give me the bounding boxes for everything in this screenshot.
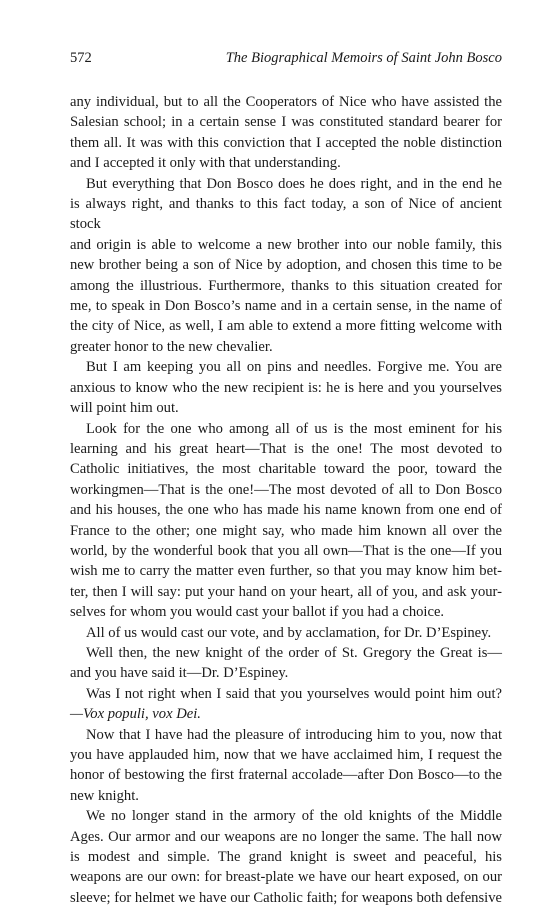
- text-line: selves for whom you would cast your ballot if you had a choice.: [70, 604, 445, 621]
- text-line: greater honor to the new chevalier.: [70, 338, 273, 355]
- text-line: the city of Nice, as well, I am able to extend a more fitting welcome with: [70, 318, 502, 335]
- text-line: But I am keeping you all on pins and needles. Forgive me. You are: [86, 359, 502, 376]
- paragraph: [70, 806, 502, 908]
- text-line: any individual, but to all the Cooperators of Nice who have assisted the: [70, 94, 502, 110]
- text-line: among the illustrious. Furthermore, thanks to this situation created for: [70, 277, 502, 294]
- paragraph: [70, 419, 502, 623]
- paragraph: [70, 92, 502, 174]
- text-line: Was I not right when I said that you yourselves would point him out?: [86, 685, 502, 702]
- text-line: and you have said it—Dr. D’Espiney.: [70, 665, 289, 682]
- text-line: me, to speak in Don Bosco’s name and in a certain sense, in the name of: [70, 298, 502, 315]
- text-line: you have applauded him, now that we have acclaimed him, I request the: [70, 747, 502, 763]
- text-line: Catholic initiatives, the most charitable toward the poor, toward the: [70, 461, 502, 478]
- text-line: is always right, and thanks to this fact today, a son of Nice of ancient stock: [70, 196, 502, 233]
- text-line: Now that I have had the pleasure of introducing him to you, now that: [86, 726, 502, 743]
- text-line: will point him out.: [70, 400, 179, 417]
- text-line: them all. It was with this conviction that I accepted the noble distinction: [70, 134, 502, 151]
- paragraph: [70, 684, 502, 725]
- text-line: world, by the wonderful book that you all own—That is the one—If you: [70, 542, 502, 559]
- text-line: Ages. Our armor and our weapons are no longer the same. The hall now: [70, 828, 502, 845]
- body-text: [70, 92, 502, 908]
- text-line: new knight.: [70, 787, 139, 804]
- text-line: We no longer stand in the armory of the old knights of the Middle: [86, 808, 502, 825]
- page-number: 572: [70, 50, 92, 66]
- paragraph: [70, 623, 502, 643]
- text-line: France to the other; one might say, who made him known all over the: [70, 522, 502, 539]
- text-line: is modest and simple. The grand knight is sweet and peaceful, his: [70, 849, 502, 866]
- text-line-latin-quote: —Vox populi, vox Dei.: [70, 706, 201, 723]
- text-line: All of us would cast our vote, and by acclamation, for Dr. D’Espiney.: [86, 624, 492, 641]
- paragraph: [70, 725, 502, 807]
- page-header: [70, 50, 502, 70]
- text-line: anxious to know who the new recipient is: he is here and you yourselves: [70, 379, 502, 396]
- text-line: Look for the one who among all of us is the most eminent for his: [86, 420, 502, 437]
- running-title: The Biographical Memoirs of Saint John Bosco: [225, 50, 502, 66]
- text-line: But everything that Don Bosco does he does right, and in the end he: [86, 175, 502, 192]
- text-line: and origin is able to welcome a new brother into our noble family, this: [70, 236, 502, 253]
- text-line: Salesian school; in a certain sense I was constituted standard bearer for: [70, 114, 502, 131]
- text-line: Well then, the new knight of the order of St. Gregory the Great is—: [86, 644, 502, 661]
- text-line: new brother being a son of Nice by adoption, and chosen this time to be: [70, 257, 502, 274]
- text-line: learning and his great heart—That is the one! The most devoted to: [70, 440, 502, 457]
- paragraph: [70, 174, 502, 358]
- text-line: and I accepted it only with that understanding.: [70, 155, 341, 172]
- text-line: wish me to carry the matter even further, so that you may know him bet-: [70, 563, 502, 580]
- text-line: ter, then I will say: put your hand on your heart, all of you, and ask your-: [70, 583, 502, 600]
- text-line: and his houses, the one who has made his name known from one end of: [70, 502, 502, 519]
- text-line: honor of bestowing the first fraternal accolade—after Don Bosco—to the: [70, 767, 502, 784]
- text-line: sleeve; for helmet we have our Catholic faith; for weapons both defensive: [70, 889, 502, 906]
- paragraph: [70, 357, 502, 418]
- text-line: weapons are our own: for breast-plate we have our heart exposed, on our: [70, 869, 502, 886]
- text-line: workingmen—That is the one!—The most devoted of all to Don Bosco: [70, 481, 502, 498]
- paragraph: [70, 643, 502, 684]
